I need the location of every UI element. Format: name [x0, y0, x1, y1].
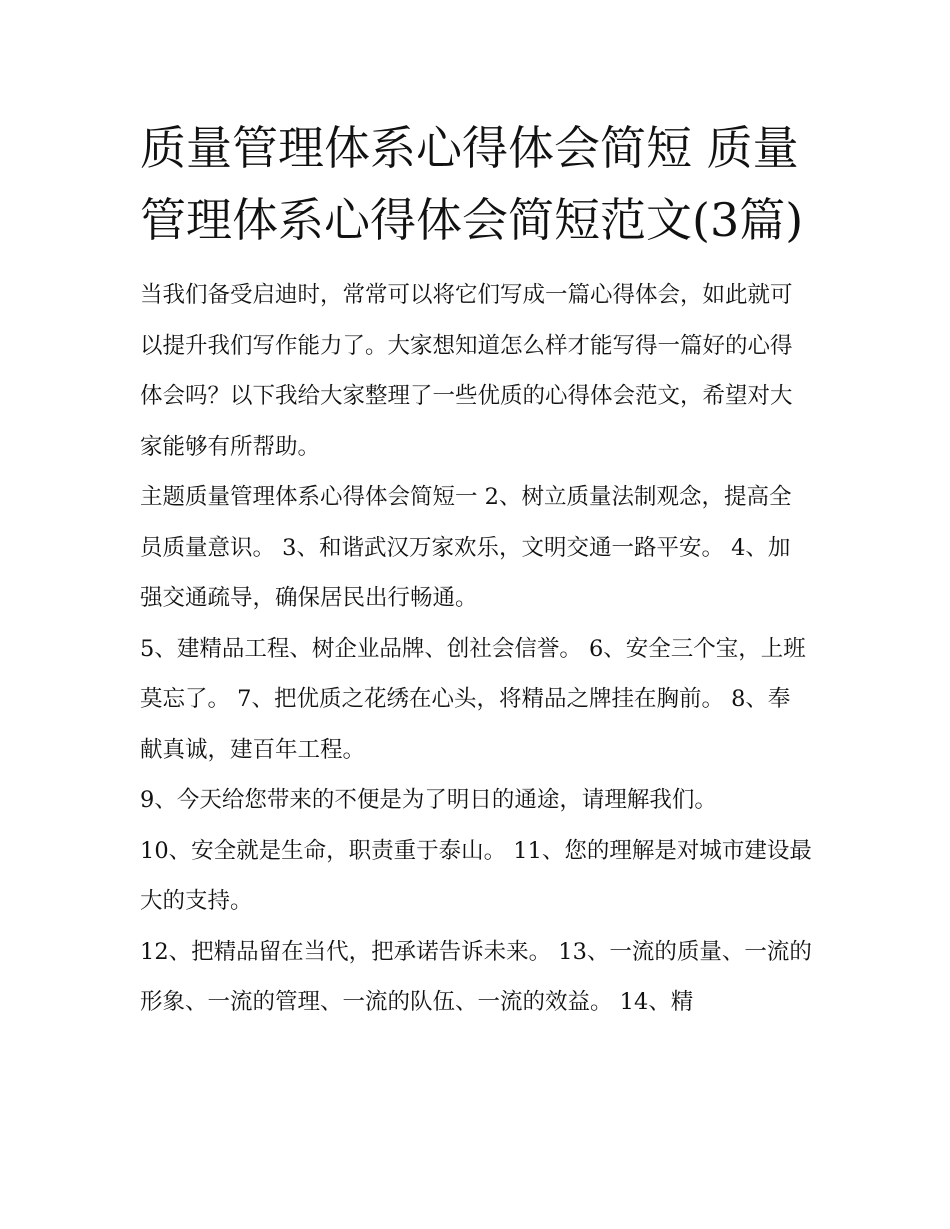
- paragraph: 9、今天给您带来的不便是为了明日的通途，请理解我们。: [140, 787, 717, 813]
- document-body: [140, 270, 812, 1028]
- document-title: 质量管理体系心得体会简短 质量管理体系心得体会简短范文(3篇): [140, 121, 804, 247]
- paragraph: 10、安全就是生命，职责重于泰山。 11、您的理解是对城市建设最大的支持。: [140, 837, 812, 914]
- paragraph: 5、建精品工程、树企业品牌、创社会信誉。 6、安全三个宝，上班莫忘了。 7、把优质之花绣在心头，将精品之牌挂在胸前。 8、奉献真诚，建百年工程。: [140, 635, 806, 763]
- paragraph: 主题质量管理体系心得体会简短一 2、树立质量法制观念，提高全员质量意识。 3、和谐武汉万家欢乐，文明交通一路平安。 4、加强交通疏导，确保居民出行畅通。: [140, 484, 792, 611]
- intro-paragraph: 当我们备受启迪时，常常可以将它们写成一篇心得体会，如此就可以提升我们写作能力了。大家想知道怎么样才能写得一篇好的心得体会吗？以下我给大家整理了一些优质的心得体会范文，希望对大家能够有所帮助。: [140, 282, 793, 460]
- paragraph: 12、把精品留在当代，把承诺告诉未来。 13、一流的质量、一流的形象、一流的管理、一流的队伍、一流的效益。 14、精: [140, 938, 812, 1015]
- document-page: [140, 112, 812, 1028]
